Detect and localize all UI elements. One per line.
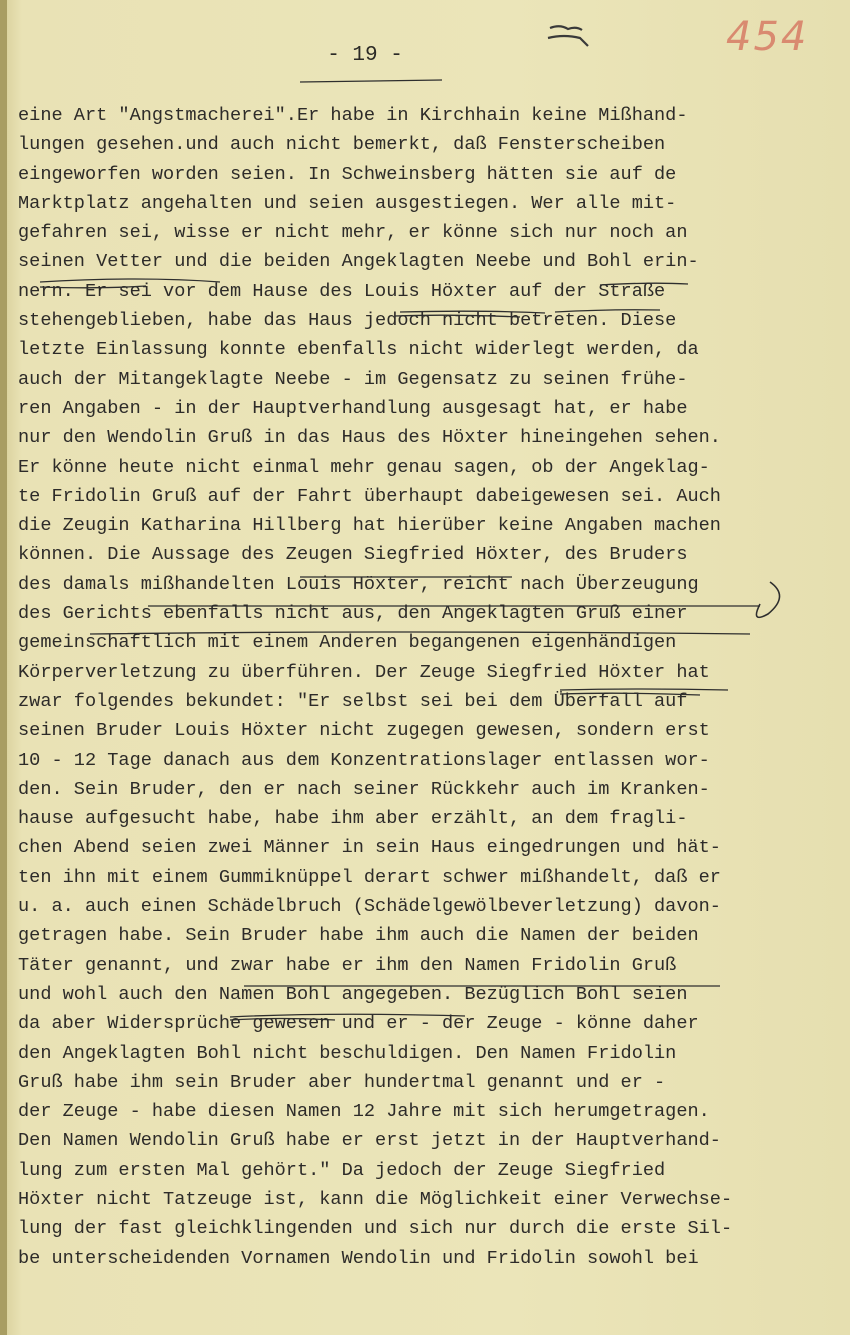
text-line: den Angeklagten Bohl nicht beschuldigen. Den Namen Fridolin: [18, 1042, 677, 1064]
text-line: seinen Bruder Louis Höxter nicht zugegen gewesen, sondern erst: [18, 720, 710, 742]
text-line: gefahren sei, wisse er nicht mehr, er könne sich nur noch an: [18, 222, 688, 244]
text-line: lung zum ersten Mal gehört." Da jedoch der Zeuge Siegfried: [18, 1159, 666, 1181]
text-line: ten ihn mit einem Gummiknüppel derart schwer mißhandelt, daß er: [18, 866, 721, 888]
text-line: des damals mißhandelten Louis Höxter, reicht nach Überzeugung: [18, 573, 699, 595]
text-line: chen Abend seien zwei Männer in sein Haus eingedrungen und hät-: [18, 837, 721, 859]
text-line: lungen gesehen.und auch nicht bemerkt, daß Fensterscheiben: [18, 134, 666, 156]
text-line: eingeworfen worden seien. In Schweinsberg hätten sie auf de: [18, 163, 677, 185]
text-line: der Zeuge - habe diesen Namen 12 Jahre mit sich herumgetragen.: [18, 1101, 710, 1123]
text-line: getragen habe. Sein Bruder habe ihm auch die Namen der beiden: [18, 925, 699, 947]
text-line: Er könne heute nicht einmal mehr genau sagen, ob der Angeklag-: [18, 456, 710, 478]
text-line: Den Namen Wendolin Gruß habe er erst jetzt in der Hauptverhand-: [18, 1130, 721, 1152]
page-number: - 19 -: [327, 44, 403, 67]
pencil-mark-icon: [546, 20, 596, 54]
text-line: da aber Widersprüche gewesen und er - der Zeuge - könne daher: [18, 1013, 699, 1035]
text-line: nern. Er sei vor dem Hause des Louis Höxter auf der Straße: [18, 280, 666, 302]
text-line: ren Angaben - in der Hauptverhandlung ausgesagt hat, er habe: [18, 397, 688, 419]
text-line: und wohl auch den Namen Bohl angegeben. Bezüglich Bohl seien: [18, 983, 688, 1005]
text-line: hause aufgesucht habe, habe ihm aber erzählt, an dem fragli-: [18, 808, 688, 830]
text-line: stehengeblieben, habe das Haus jedoch nicht betreten. Diese: [18, 310, 677, 332]
text-line: auch der Mitangeklagte Neebe - im Gegensatz zu seinen frühe-: [18, 368, 688, 390]
text-line: lung der fast gleichklingenden und sich nur durch die erste Sil-: [18, 1218, 733, 1240]
text-line: zwar folgendes bekundet: "Er selbst sei bei dem Überfall auf: [18, 690, 688, 712]
text-line: des Gerichts ebenfalls nicht aus, den Angeklagten Gruß einer: [18, 603, 688, 625]
text-line: be unterscheidenden Vornamen Wendolin und Fridolin sowohl bei: [18, 1247, 699, 1269]
text-line: te Fridolin Gruß auf der Fahrt überhaupt dabeigewesen sei. Auch: [18, 485, 721, 507]
text-line: Höxter nicht Tatzeuge ist, kann die Möglichkeit einer Verwechse-: [18, 1188, 733, 1210]
text-line: die Zeugin Katharina Hillberg hat hierüber keine Angaben machen: [18, 515, 721, 537]
text-line: seinen Vetter und die beiden Angeklagten Neebe und Bohl erin-: [18, 251, 699, 273]
text-line: 10 - 12 Tage danach aus dem Konzentrationslager entlassen wor-: [18, 749, 710, 771]
text-line: Marktplatz angehalten und seien ausgestiegen. Wer alle mit-: [18, 192, 677, 214]
text-line: letzte Einlassung konnte ebenfalls nicht widerlegt werden, da: [18, 339, 699, 361]
text-line: Gruß habe ihm sein Bruder aber hundertmal genannt und er -: [18, 1071, 666, 1093]
text-line: den. Sein Bruder, den er nach seiner Rückkehr auch im Kranken-: [18, 778, 710, 800]
binding-edge: [0, 0, 7, 1335]
text-line: nur den Wendolin Gruß in das Haus des Höxter hineingehen sehen.: [18, 427, 721, 449]
text-line: Täter genannt, und zwar habe er ihm den Namen Fridolin Gruß: [18, 954, 677, 976]
text-line: eine Art "Angstmacherei".Er habe in Kirchhain keine Mißhand-: [18, 105, 688, 126]
text-line: gemeinschaftlich mit einem Anderen begangenen eigenhändigen: [18, 632, 677, 654]
underline-stroke: [300, 80, 442, 82]
folio-number: 454: [726, 14, 809, 60]
text-line: Körperverletzung zu überführen. Der Zeuge Siegfried Höxter hat: [18, 661, 710, 683]
text-line: können. Die Aussage des Zeugen Siegfried Höxter, des Bruders: [18, 544, 688, 566]
typed-text-body: [18, 101, 818, 1273]
text-line: u. a. auch einen Schädelbruch (Schädelgewölbeverletzung) davon-: [18, 896, 721, 918]
